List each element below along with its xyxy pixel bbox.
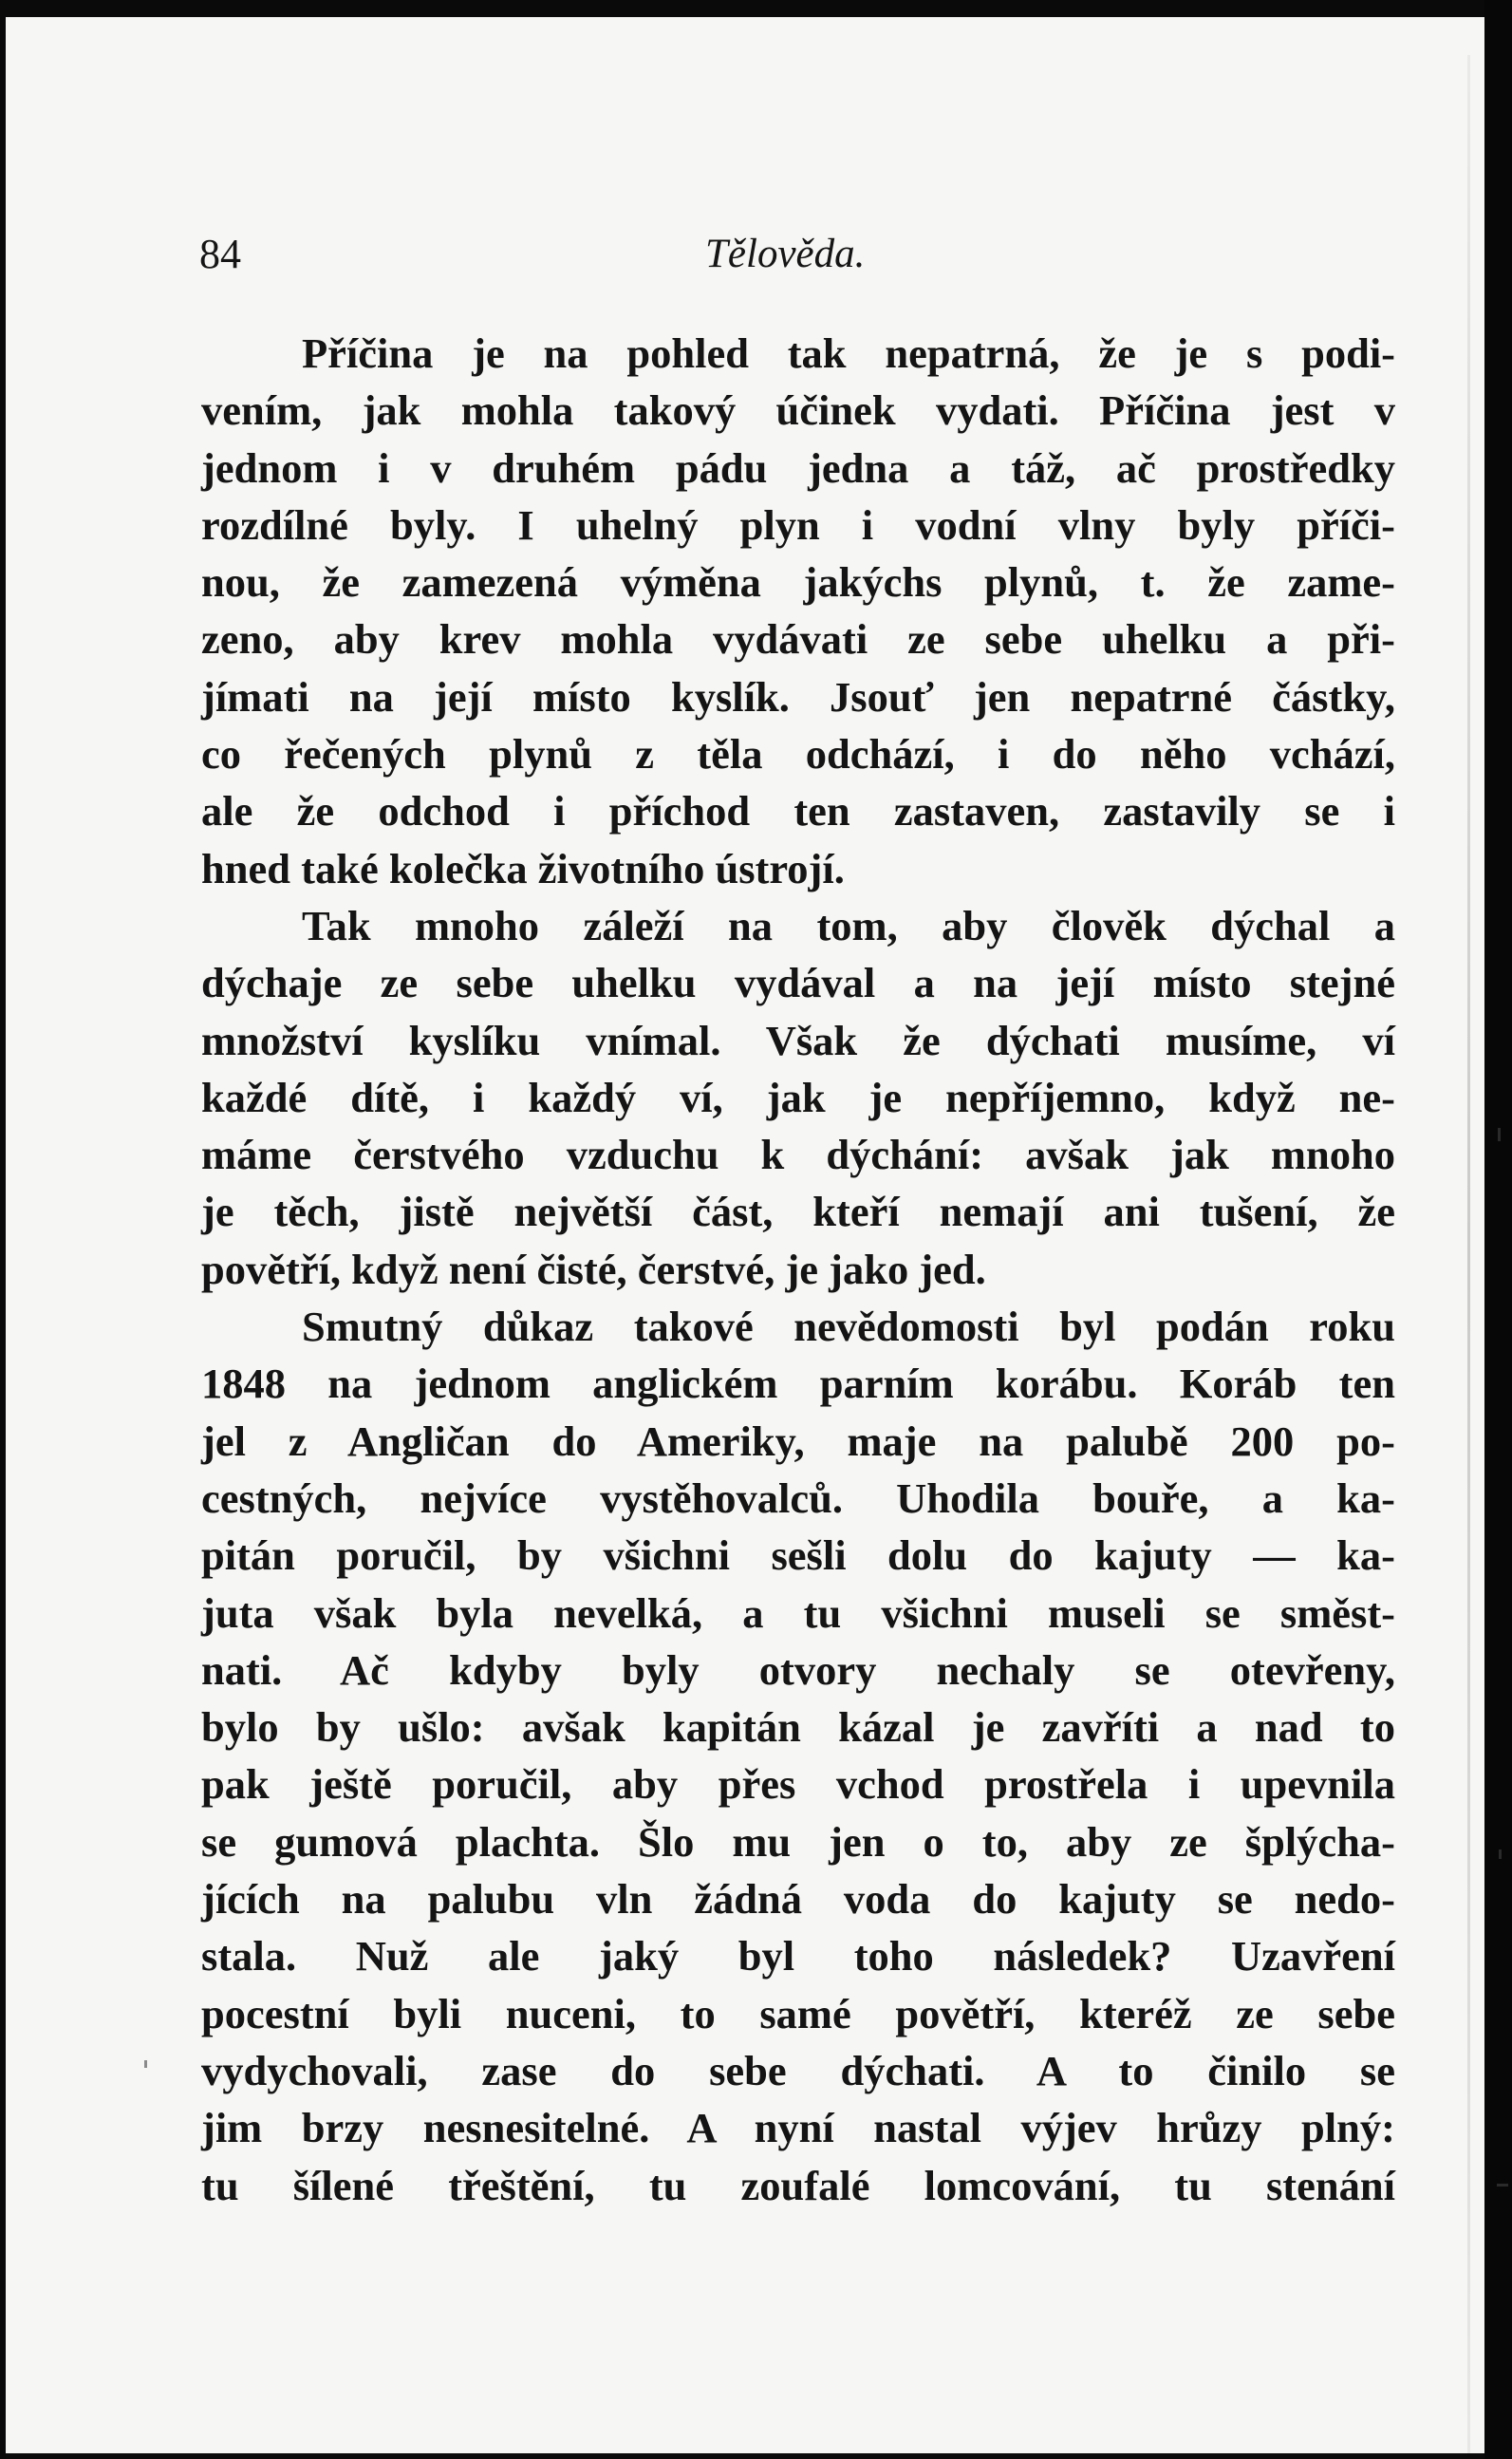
text-line: pitán poručil, by všichni sešli dolu do kajuty — ka- (201, 1531, 1395, 1580)
running-title: Tělověda. (705, 232, 866, 276)
text-line: vením, jak mohla takový účinek vydati. Příčina jest v (201, 386, 1395, 435)
text-line: jímati na její místo kyslík. Jsouť jen nepatrné částky, (201, 672, 1395, 721)
margin-mark (1499, 1849, 1502, 1859)
text-line: Příčina je na pohled tak nepatrná, že je s podi- (302, 329, 1395, 377)
text-line: množství kyslíku vnímal. Však že dýchati musíme, ví (201, 1016, 1395, 1064)
text-line: je těch, jistě největší část, kteří nemají ani tušení, že (201, 1188, 1395, 1236)
text-line: se gumová plachta. Šlo mu jen o to, aby ze šplýcha- (201, 1817, 1395, 1866)
text-line: jících na palubu vln žádná voda do kajuty se nedo- (201, 1875, 1395, 1924)
text-line: 1848 na jednom anglickém parním korábu. Koráb ten (201, 1360, 1395, 1408)
margin-mark (1497, 2184, 1508, 2187)
text-line: cestných, nejvíce vystěhovalců. Uhodila bouře, a ka- (201, 1474, 1395, 1522)
margin-mark (1498, 1128, 1501, 1141)
margin-mark (144, 2060, 147, 2068)
text-line: Tak mnoho záleží na tom, aby člověk dýchal a (302, 901, 1395, 949)
text-line: ale že odchod i příchod ten zastaven, zastavily se i (201, 787, 1395, 835)
text-line: bylo by ušlo: avšak kapitán kázal je zavříti a nad to (201, 1703, 1395, 1752)
text-line: nou, že zamezená výměna jakýchs plynů, t. že zame- (201, 558, 1395, 607)
running-head (199, 226, 1386, 283)
text-line: vydychovali, zase do sebe dýchati. A to činilo se (201, 2046, 1395, 2094)
text-line: juta však byla nevelká, a tu všichni museli se směst- (201, 1588, 1395, 1637)
body-text (201, 325, 1395, 2214)
text-line: pocestní byli nuceni, to samé povětří, kteréž ze sebe (201, 1989, 1395, 2037)
text-line: stala. Nuž ale jaký byl toho následek? Uzavření (201, 1932, 1395, 1980)
text-line: zeno, aby krev mohla vydávati ze sebe uhelku a při- (201, 615, 1395, 664)
text-line: dýchaje ze sebe uhelku vydával a na její místo stejné (201, 959, 1395, 1007)
text-line: jim brzy nesnesitelné. A nyní nastal výjev hrůzy plný: (201, 2104, 1395, 2152)
text-line: jel z Angličan do Ameriky, maje na palubě 200 po- (201, 1417, 1395, 1465)
text-line: Smutný důkaz takové nevědomosti byl podán roku (302, 1303, 1395, 1351)
text-line: co řečených plynů z těla odchází, i do něho vchází, (201, 730, 1395, 779)
text-line: máme čerstvého vzduchu k dýchání: avšak jak mnoho (201, 1131, 1395, 1179)
text-line: hned také kolečka životního ústrojí. (201, 844, 845, 892)
text-line: jednom i v druhém pádu jedna a táž, ač prostředky (201, 443, 1395, 492)
text-line: rozdílné byly. I uhelný plyn i vodní vlny byly příči- (201, 500, 1395, 549)
text-line: každé dítě, i každý ví, jak je nepříjemno, když ne- (201, 1073, 1395, 1121)
scan-border-top (0, 0, 1512, 17)
page-fold-shadow (1467, 55, 1470, 2457)
text-line: pak ještě poručil, aby přes vchod prostřela i upevnila (201, 1760, 1395, 1809)
scan-border-right (1484, 0, 1512, 2459)
text-line: povětří, když není čisté, čerstvé, je jako jed. (201, 1245, 986, 1293)
page-number: 84 (199, 231, 241, 277)
text-line: nati. Ač kdyby byly otvory nechaly se otevřeny, (201, 1645, 1395, 1694)
text-line: tu šílené třeštění, tu zoufalé lomcování, tu stenání (201, 2161, 1395, 2209)
